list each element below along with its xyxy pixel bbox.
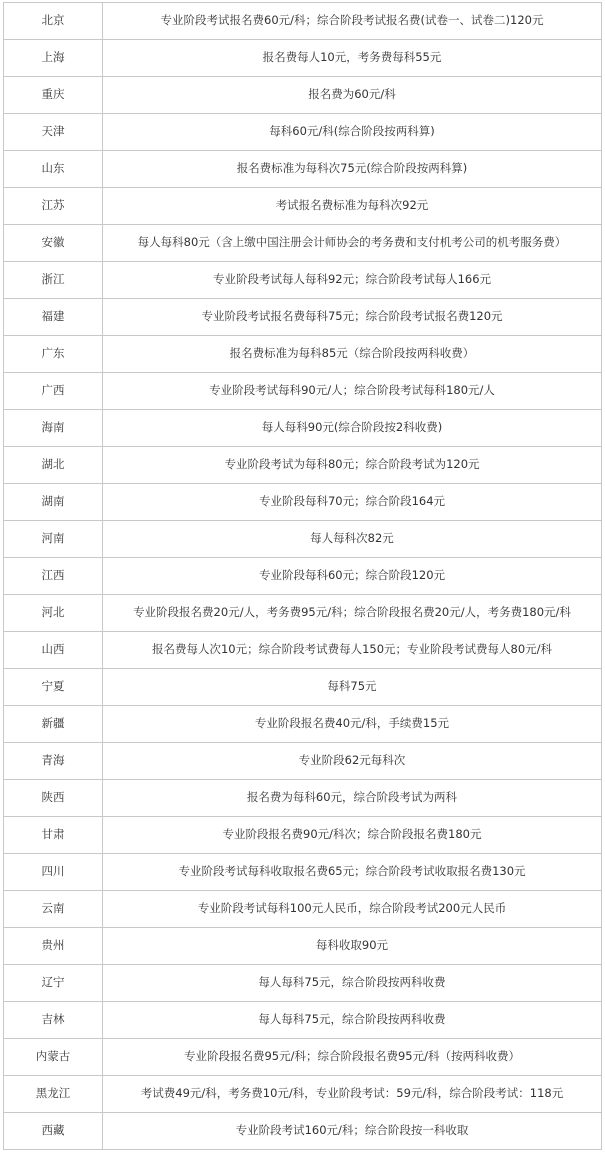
table-row — [4, 928, 602, 965]
province-cell: 湖南 — [4, 484, 103, 521]
fee-description-cell: 每人每科次82元 — [103, 521, 602, 558]
province-cell: 福建 — [4, 299, 103, 336]
fee-description-cell: 专业阶段考试每科90元/人；综合阶段考试每科180元/人 — [103, 373, 602, 410]
fee-description-cell: 每科60元/科(综合阶段按两科算) — [103, 114, 602, 151]
province-cell: 西藏 — [4, 1113, 103, 1150]
table-row — [4, 965, 602, 1002]
table-row — [4, 743, 602, 780]
table-row — [4, 595, 602, 632]
province-cell: 辽宁 — [4, 965, 103, 1002]
province-cell: 河北 — [4, 595, 103, 632]
province-cell: 海南 — [4, 410, 103, 447]
table-row — [4, 558, 602, 595]
fee-description-cell: 报名费每人次10元；综合阶段考试费每人150元；专业阶段考试费每人80元/科 — [103, 632, 602, 669]
table-row — [4, 3, 602, 40]
table-row — [4, 40, 602, 77]
fee-description-cell: 考试费49元/科，考务费10元/科，专业阶段考试：59元/科，综合阶段考试：118元 — [103, 1076, 602, 1113]
province-cell: 黑龙江 — [4, 1076, 103, 1113]
fee-description-cell: 专业阶段考试每人每科92元；综合阶段考试每人166元 — [103, 262, 602, 299]
table-row — [4, 114, 602, 151]
table-row — [4, 669, 602, 706]
fee-description-cell: 专业阶段报名费40元/科，手续费15元 — [103, 706, 602, 743]
fee-description-cell: 专业阶段考试为每科80元；综合阶段考试为120元 — [103, 447, 602, 484]
province-cell: 内蒙古 — [4, 1039, 103, 1076]
table-row — [4, 188, 602, 225]
fee-description-cell: 专业阶段62元每科次 — [103, 743, 602, 780]
table-row — [4, 854, 602, 891]
fee-description-cell: 专业阶段考试每科100元人民币，综合阶段考试200元人民币 — [103, 891, 602, 928]
fee-description-cell: 每人每科90元(综合阶段按2科收费) — [103, 410, 602, 447]
fee-description-cell: 专业阶段报名费95元/科；综合阶段报名费95元/科（按两科收费） — [103, 1039, 602, 1076]
fee-description-cell: 专业阶段每科70元；综合阶段164元 — [103, 484, 602, 521]
province-cell: 广东 — [4, 336, 103, 373]
province-cell: 重庆 — [4, 77, 103, 114]
fee-description-cell: 报名费标准为每科85元（综合阶段按两科收费） — [103, 336, 602, 373]
province-cell: 湖北 — [4, 447, 103, 484]
fee-description-cell: 考试报名费标准为每科次92元 — [103, 188, 602, 225]
province-cell: 上海 — [4, 40, 103, 77]
province-cell: 北京 — [4, 3, 103, 40]
table-row — [4, 780, 602, 817]
table-row — [4, 151, 602, 188]
fee-description-cell: 专业阶段每科60元；综合阶段120元 — [103, 558, 602, 595]
province-cell: 云南 — [4, 891, 103, 928]
province-cell: 山东 — [4, 151, 103, 188]
fee-description-cell: 每人每科75元，综合阶段按两科收费 — [103, 1002, 602, 1039]
table-row — [4, 336, 602, 373]
table-row — [4, 447, 602, 484]
province-cell: 四川 — [4, 854, 103, 891]
exam-fee-table-body — [4, 3, 602, 1150]
table-row — [4, 299, 602, 336]
province-cell: 江西 — [4, 558, 103, 595]
table-row — [4, 706, 602, 743]
province-cell: 浙江 — [4, 262, 103, 299]
fee-description-cell: 专业阶段报名费90元/科次；综合阶段报名费180元 — [103, 817, 602, 854]
table-row — [4, 262, 602, 299]
province-cell: 安徽 — [4, 225, 103, 262]
fee-description-cell: 报名费为每科60元，综合阶段考试为两科 — [103, 780, 602, 817]
fee-description-cell: 报名费为60元/科 — [103, 77, 602, 114]
table-row — [4, 1039, 602, 1076]
table-row — [4, 1113, 602, 1150]
table-row — [4, 817, 602, 854]
province-cell: 天津 — [4, 114, 103, 151]
province-cell: 河南 — [4, 521, 103, 558]
fee-description-cell: 报名费每人10元，考务费每科55元 — [103, 40, 602, 77]
table-row — [4, 1076, 602, 1113]
province-cell: 宁夏 — [4, 669, 103, 706]
table-row — [4, 484, 602, 521]
table-row — [4, 521, 602, 558]
fee-description-cell: 每人每科75元，综合阶段按两科收费 — [103, 965, 602, 1002]
fee-description-cell: 每科收取90元 — [103, 928, 602, 965]
province-cell: 青海 — [4, 743, 103, 780]
province-cell: 甘肃 — [4, 817, 103, 854]
fee-description-cell: 专业阶段考试每科收取报名费65元；综合阶段考试收取报名费130元 — [103, 854, 602, 891]
fee-description-cell: 专业阶段考试报名费60元/科；综合阶段考试报名费(试卷一、试卷二)120元 — [103, 3, 602, 40]
table-row — [4, 1002, 602, 1039]
province-cell: 新疆 — [4, 706, 103, 743]
fee-description-cell: 专业阶段考试160元/科；综合阶段按一科收取 — [103, 1113, 602, 1150]
province-cell: 广西 — [4, 373, 103, 410]
province-cell: 陕西 — [4, 780, 103, 817]
table-row — [4, 373, 602, 410]
table-row — [4, 891, 602, 928]
fee-description-cell: 专业阶段报名费20元/人，考务费95元/科；综合阶段报名费20元/人，考务费180元/科 — [103, 595, 602, 632]
table-row — [4, 410, 602, 447]
fee-description-cell: 每科75元 — [103, 669, 602, 706]
fee-description-cell: 专业阶段考试报名费每科75元；综合阶段考试报名费120元 — [103, 299, 602, 336]
province-cell: 山西 — [4, 632, 103, 669]
province-cell: 贵州 — [4, 928, 103, 965]
table-row — [4, 225, 602, 262]
province-cell: 吉林 — [4, 1002, 103, 1039]
table-row — [4, 77, 602, 114]
fee-description-cell: 报名费标准为每科次75元(综合阶段按两科算) — [103, 151, 602, 188]
exam-fee-table — [3, 2, 602, 1150]
table-row — [4, 632, 602, 669]
fee-description-cell: 每人每科80元（含上缴中国注册会计师协会的考务费和支付机考公司的机考服务费） — [103, 225, 602, 262]
province-cell: 江苏 — [4, 188, 103, 225]
